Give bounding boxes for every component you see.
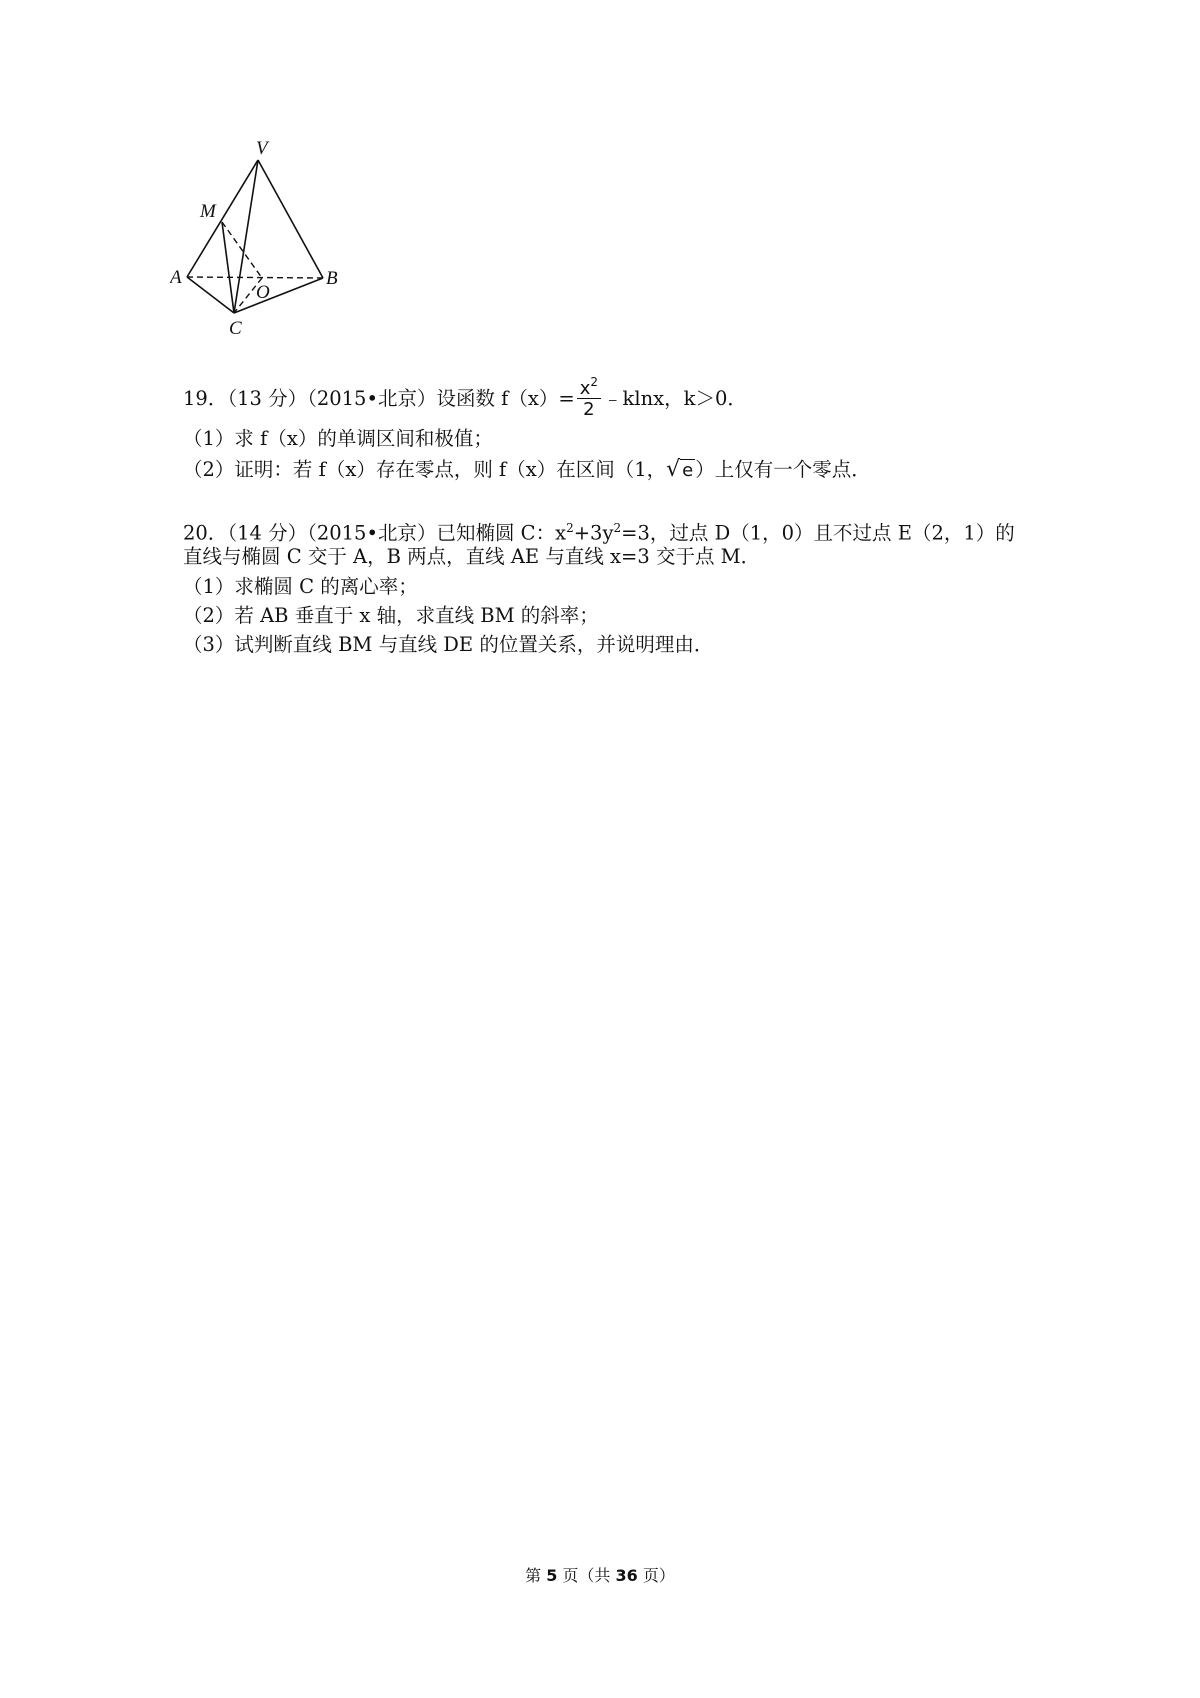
q19-part2-head: （2）证明：若 f（x）存在零点，则 f（x）在区间（1， <box>183 458 667 481</box>
edge-AC <box>187 277 234 313</box>
q20-stem <box>183 515 1015 547</box>
label-A: A <box>170 267 182 288</box>
pyramid-diagram <box>170 140 380 370</box>
label-V: V <box>256 140 268 159</box>
q20-head: 20．（14 分）（2015•北京）已知椭圆 C：x <box>183 521 567 545</box>
label-C: C <box>229 318 242 339</box>
edge-VC <box>234 160 258 313</box>
footer-prefix: 第 <box>525 1566 547 1585</box>
q19-tail: ﹣klnx，k＞0． <box>603 387 747 410</box>
q19-frac-numerator: $x^2$ <box>577 380 601 399</box>
label-M: M <box>200 201 216 222</box>
footer-middle: 页（共 <box>557 1566 616 1585</box>
q20-mid: +3y <box>573 521 614 545</box>
sqrt-e <box>666 457 695 484</box>
edge-VA <box>187 160 258 277</box>
page-footer <box>0 1563 1200 1586</box>
q20-stem-line2: 直线与椭圆 C 交于 A，B 两点，直线 AE 与直线 x=3 交于点 M． <box>183 545 761 568</box>
q19-head: 19．（13 分）（2015•北京）设函数 f（x）= <box>183 387 575 410</box>
edge-AB-dashed <box>187 277 323 278</box>
edge-MC <box>222 222 234 313</box>
q20-tail: =3，过点 D（1，0）且不过点 E（2，1）的 <box>621 521 1015 545</box>
q19-frac-denominator: 2 <box>583 399 595 420</box>
q20-part2: （2）若 AB 垂直于 x 轴，求直线 BM 的斜率； <box>183 604 599 627</box>
q20-part1: （1）求椭圆 C 的离心率； <box>183 575 418 598</box>
pyramid-figure <box>170 140 380 370</box>
q20-part3: （3）试判断直线 BM 与直线 DE 的位置关系，并说明理由． <box>183 633 714 656</box>
q19-part2 <box>183 457 871 484</box>
page-number: 5 <box>546 1566 558 1585</box>
q20-exp2: 2 <box>613 521 622 535</box>
footer-suffix: 页） <box>637 1566 675 1585</box>
edge-VB <box>258 160 323 278</box>
q19-part1: （1）求 f（x）的单调区间和极值； <box>183 427 493 450</box>
q20-exp1: 2 <box>566 521 574 535</box>
q19-stem <box>183 375 747 420</box>
radical-sign-icon: √ <box>666 457 681 482</box>
label-O: O <box>256 282 270 303</box>
q19-frac-exponent: 2 <box>590 375 599 389</box>
q19-fraction <box>577 375 601 420</box>
label-B: B <box>326 268 338 289</box>
sqrt-radicand: e <box>682 460 694 481</box>
total-pages: 36 <box>615 1566 638 1585</box>
q19-part2-tail: ）上仅有一个零点． <box>695 458 871 481</box>
